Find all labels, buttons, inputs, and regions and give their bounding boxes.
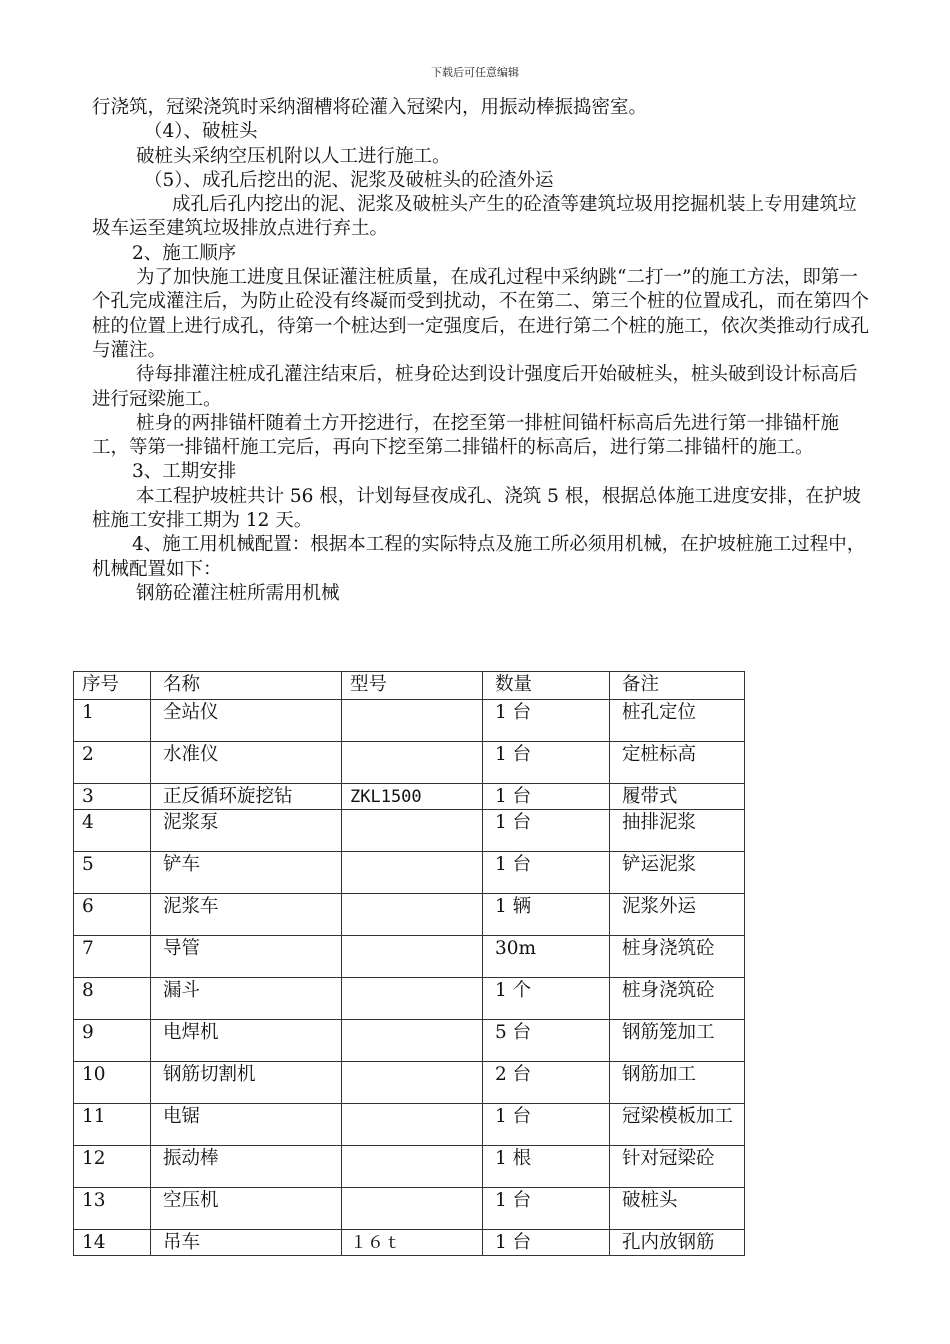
cell: 吊车 [151,1230,342,1256]
cell: 3 [74,784,151,810]
cell: 桩身浇筑砼 [610,978,745,1020]
cell [342,1020,483,1062]
table-caption: 钢筋砼灌注桩所需用机械 [136,582,340,604]
cell: 1 [74,700,151,742]
header-cell: 数量 [483,672,610,700]
cell: 导管 [151,936,342,978]
cell: 孔内放钢筋 [610,1230,745,1256]
cell: 空压机 [151,1188,342,1230]
cell: 1 辆 [483,894,610,936]
cell: 抽排泥浆 [610,810,745,852]
section-heading: （5）、成孔后挖出的泥、泥浆及破桩头的砼渣外运 [144,169,554,191]
cell: 6 [74,894,151,936]
cell: 水准仪 [151,742,342,784]
table-row [74,852,745,894]
paragraph: 本工程护坡桩共计 56 根，计划每昼夜成孔、浇筑 5 根，根据总体施工进度安排，在护坡桩施工安排工期为 12 天。 [92,485,861,532]
table-row [74,1230,745,1256]
cell: 8 [74,978,151,1020]
cell: 2 [74,742,151,784]
table-row [74,1146,745,1188]
cell [342,1062,483,1104]
cell: 1 台 [483,1188,610,1230]
cell [342,1188,483,1230]
table-row [74,1104,745,1146]
paragraph: 4、施工用机械配置：根据本工程的实际特点及施工所必须用机械，在护坡桩施工过程中，机械配置如下： [92,534,866,580]
paragraph: 为了加快施工进度且保证灌注桩质量，在成孔过程中采纳跳“二打一”的施工方法，即第一个孔完成灌注后，为防止砼没有终凝而受到扰动，不在第二、第三个桩的位置成孔，而在第四个桩的位置上进行成孔，待第一个桩达到一定强度后，在进行第二个桩的施工，依次类推动行成孔与灌注。 [92,267,870,361]
paragraph: 破桩头采纳空压机附以人工进行施工。 [136,145,451,167]
cell: 铲车 [151,852,342,894]
table-row [74,700,745,742]
cell: 履带式 [610,784,745,810]
cell: 7 [74,936,151,978]
table-row [74,1020,745,1062]
cell: 1 台 [483,742,610,784]
cell: 正反循环旋挖钻 [151,784,342,810]
cell: 2 台 [483,1062,610,1104]
cell: 全站仪 [151,700,342,742]
cell: 1 根 [483,1146,610,1188]
cell: 11 [74,1104,151,1146]
cell [342,894,483,936]
cell: 1 个 [483,978,610,1020]
cell: 10 [74,1062,151,1104]
cell: 振动棒 [151,1146,342,1188]
cell [342,700,483,742]
table-row [74,978,745,1020]
cell: 12 [74,1146,151,1188]
cell: 定桩标高 [610,742,745,784]
cell: 桩孔定位 [610,700,745,742]
cell [342,978,483,1020]
cell: 1 台 [483,700,610,742]
cell: 泥浆车 [151,894,342,936]
header-cell: 型号 [342,672,483,700]
body-text [92,96,872,606]
page-header: 下载后可任意编辑 [431,66,519,79]
cell: 破桩头 [610,1188,745,1230]
cell: ZKL1500 [342,784,483,810]
cell: 13 [74,1188,151,1230]
table-row [74,1062,745,1104]
header-cell: 序号 [74,672,151,700]
table-row [74,1188,745,1230]
cell [342,810,483,852]
cell: 电锯 [151,1104,342,1146]
table-row [74,936,745,978]
cell: 1 台 [483,810,610,852]
cell: １６ｔ [342,1230,483,1256]
cell: 14 [74,1230,151,1256]
cell [342,936,483,978]
cell: 铲运泥浆 [610,852,745,894]
cell [342,1104,483,1146]
table-row [74,784,745,810]
cell: 冠梁模板加工 [610,1104,745,1146]
cell [342,852,483,894]
cell: 桩身浇筑砼 [610,936,745,978]
cell: 钢筋加工 [610,1062,745,1104]
cell: 5 台 [483,1020,610,1062]
cell: 5 [74,852,151,894]
header-cell: 名称 [151,672,342,700]
cell: 9 [74,1020,151,1062]
paragraph: 行浇筑，冠梁浇筑时采纳溜槽将砼灌入冠梁内，用振动棒振捣密室。 [92,97,648,118]
table-header-row [74,672,745,700]
cell: 1 台 [483,1104,610,1146]
paragraph: 成孔后孔内挖出的泥、泥浆及破桩头产生的砼渣等建筑垃圾用挖掘机装上专用建筑垃圾车运至建筑垃圾排放点进行弃土。 [92,194,857,240]
cell: 1 台 [483,1230,610,1256]
cell: 泥浆外运 [610,894,745,936]
section-heading: 3、工期安排 [132,461,237,483]
cell [342,1146,483,1188]
cell: 漏斗 [151,978,342,1020]
cell: 1 台 [483,784,610,810]
cell: 30m [483,936,610,978]
machinery-table [73,671,745,1256]
cell: 针对冠梁砼 [610,1146,745,1188]
section-heading: 2、施工顺序 [132,242,237,264]
cell: 泥浆泵 [151,810,342,852]
table-row [74,894,745,936]
paragraph: 桩身的两排锚杆随着土方开挖进行，在挖至第一排桩间锚杆标高后先进行第一排锚杆施工，等第一排锚杆施工完后，再向下挖至第二排锚杆的标高后，进行第二排锚杆的施工。 [92,412,840,459]
section-heading: （4）、破桩头 [144,121,258,143]
header-cell: 备注 [610,672,745,700]
cell: 钢筋笼加工 [610,1020,745,1062]
cell: 4 [74,810,151,852]
cell: 钢筋切割机 [151,1062,342,1104]
cell: 电焊机 [151,1020,342,1062]
table-row [74,742,745,784]
paragraph: 待每排灌注桩成孔灌注结束后，桩身砼达到设计强度后开始破桩头，桩头破到设计标高后进行冠梁施工。 [92,364,858,410]
cell: 1 台 [483,852,610,894]
cell [342,742,483,784]
table-row [74,810,745,852]
